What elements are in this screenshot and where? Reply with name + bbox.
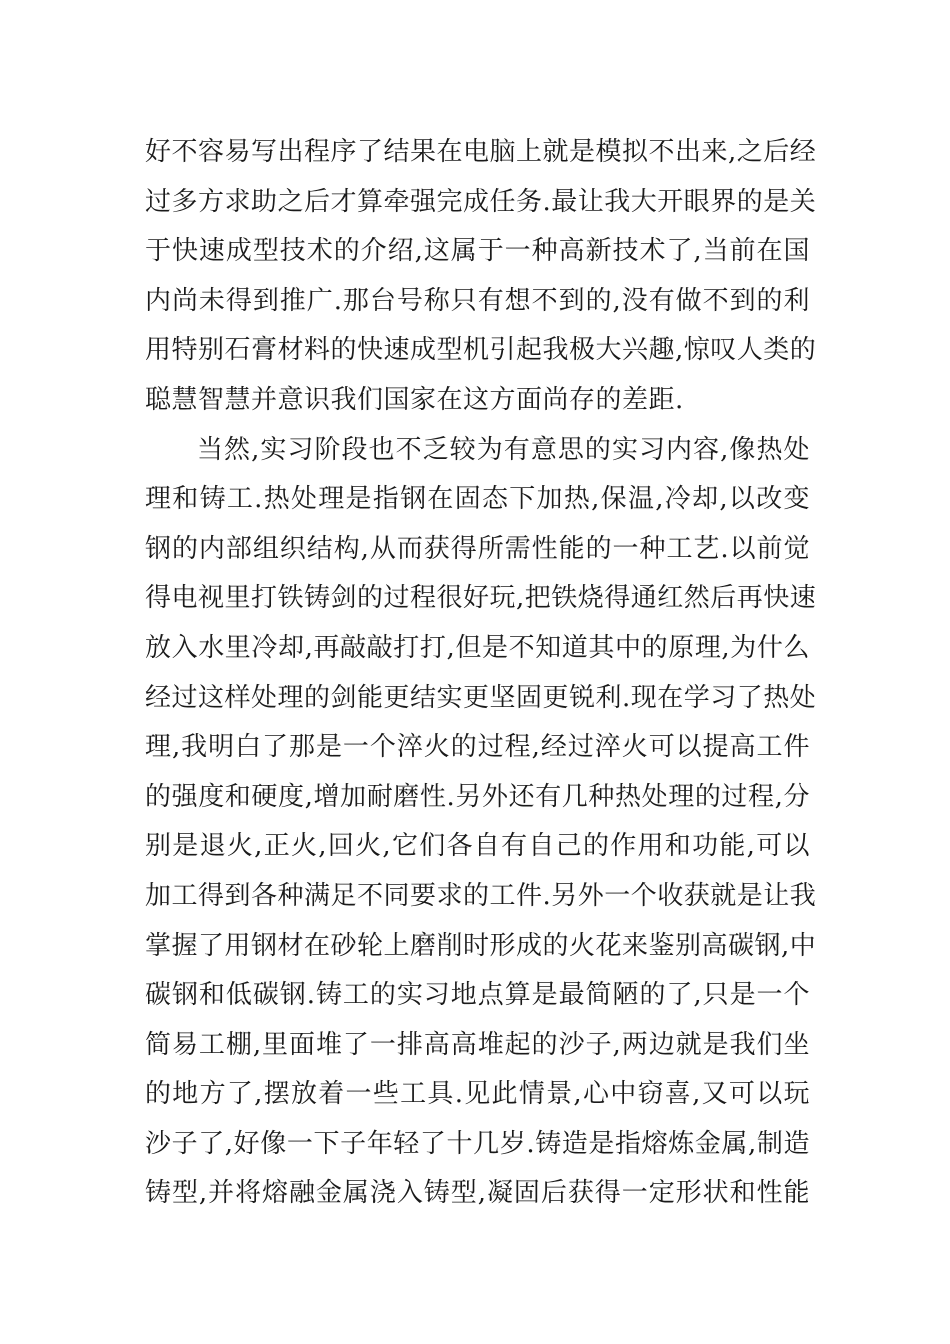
- text-line: 内尚未得到推广.那台号称只有想不到的,没有做不到的利: [145, 285, 810, 316]
- paragraph: [145, 128, 817, 426]
- text-line: 好不容易写出程序了结果在电脑上就是模拟不出来,之后经: [145, 137, 817, 167]
- text-line: 沙子了,好像一下子年轻了十几岁.铸造是指熔炼金属,制造: [145, 1128, 810, 1159]
- text-line: 掌握了用钢材在砂轮上磨削时形成的火花来鉴别高碳钢,中: [145, 930, 817, 961]
- text-line: 的地方了,摆放着一些工具.见此情景,心中窃喜,又可以玩: [145, 1079, 810, 1110]
- text-line: 碳钢和低碳钢.铸工的实习地点算是最简陋的了,只是一个: [145, 980, 810, 1011]
- text-line: 放入水里冷却,再敲敲打打,但是不知道其中的原理,为什么: [145, 632, 810, 663]
- body-text: [145, 128, 817, 1219]
- text-line: 用特别石膏材料的快速成型机引起我极大兴趣,惊叹人类的: [145, 335, 817, 366]
- text-line: 简易工棚,里面堆了一排高高堆起的沙子,两边就是我们坐: [145, 1029, 810, 1060]
- text-line: 理,我明白了那是一个淬火的过程,经过淬火可以提高工件: [145, 732, 810, 763]
- text-line: 过多方求助之后才算牵强完成任务.最让我大开眼界的是关: [145, 186, 817, 217]
- paragraph: [145, 426, 817, 1220]
- text-line: 当然,实习阶段也不乏较为有意思的实习内容,像热处: [197, 434, 810, 465]
- text-line: 加工得到各种满足不同要求的工件.另外一个收获就是让我: [145, 880, 817, 911]
- text-line: 得电视里打铁铸剑的过程很好玩,把铁烧得通红然后再快速: [145, 583, 817, 614]
- text-line: 理和铸工.热处理是指钢在固态下加热,保温,冷却,以改变: [145, 484, 810, 515]
- text-line: 聪慧智慧并意识我们国家在这方面尚存的差距.: [145, 384, 684, 415]
- text-line: 钢的内部组织结构,从而获得所需性能的一种工艺.以前觉: [145, 533, 810, 564]
- text-line: 铸型,并将熔融金属浇入铸型,凝固后获得一定形状和性能: [145, 1178, 810, 1209]
- text-line: 于快速成型技术的介绍,这属于一种高新技术了,当前在国: [145, 236, 810, 267]
- text-line: 经过这样处理的剑能更结实更坚固更锐利.现在学习了热处: [145, 682, 817, 713]
- text-line: 别是退火,正火,回火,它们各自有自己的作用和功能,可以: [145, 831, 810, 862]
- text-line: 的强度和硬度,增加耐磨性.另外还有几种热处理的过程,分: [145, 781, 810, 812]
